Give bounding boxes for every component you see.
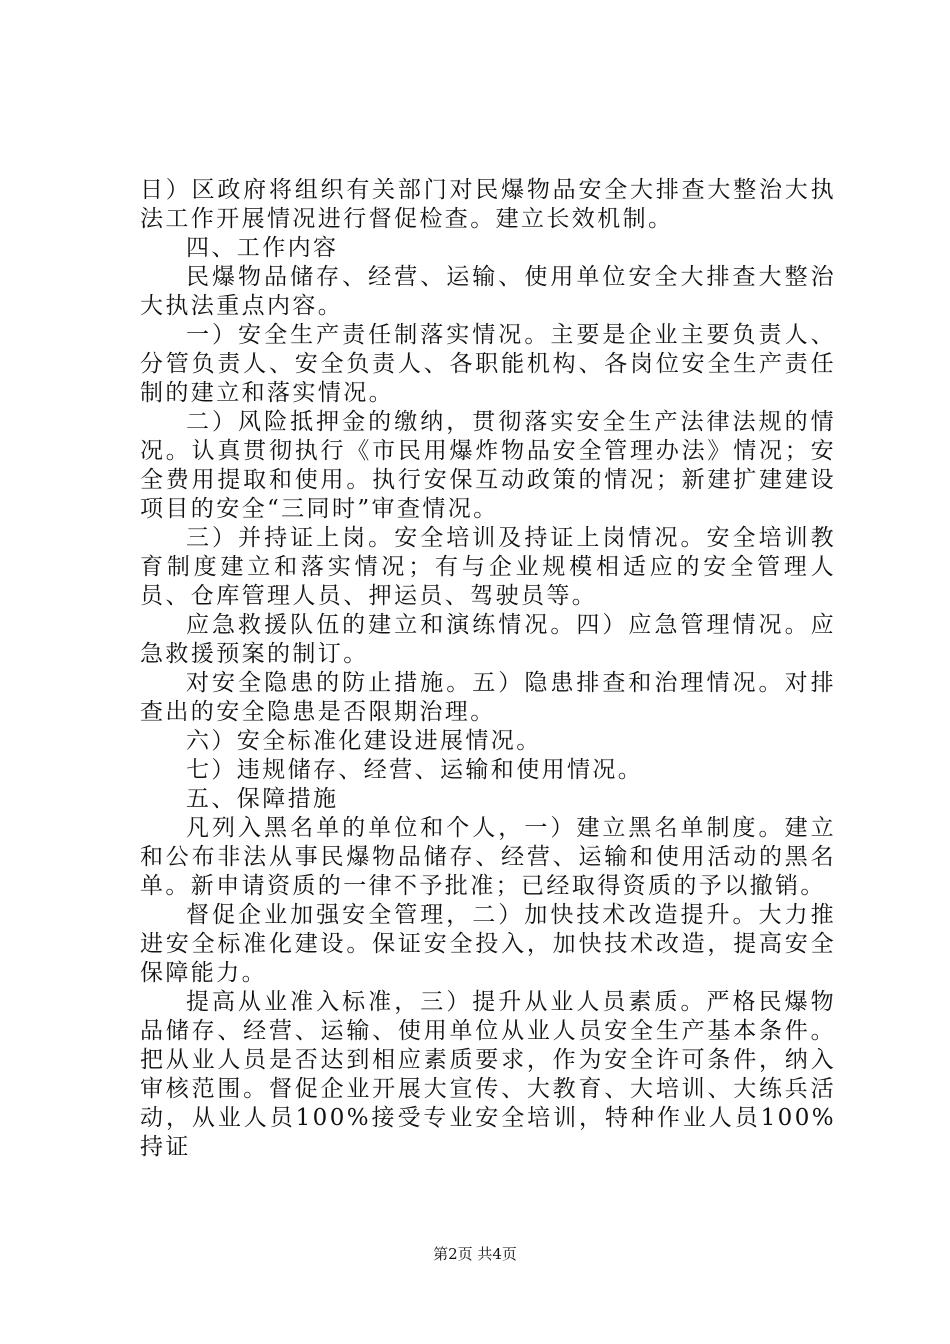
paragraph: 凡列入黑名单的单位和个人，一）建立黑名单制度。建立和公布非法从事民爆物品储存、经营、运输和使用活动的黑名单。新申请资质的一律不予批准；已经取得资质的予以撤销。 [140,815,836,899]
paragraph: 日）区政府将组织有关部门对民爆物品安全大排查大整治大执法工作开展情况进行督促检查。建立长效机制。 [140,177,836,232]
page-footer: 第2页 共4页 [433,1245,517,1263]
paragraph: 三）并持证上岗。安全培训及持证上岗情况。安全培训教育制度建立和落实情况；有与企业规模相适应的安全管理人员、仓库管理人员、押运员、驾驶员等。 [140,525,836,609]
section-heading-work-content: 四、工作内容 [186,235,339,261]
paragraph: 二）风险抵押金的缴纳，贯彻落实安全生产法律法规的情况。认真贯彻执行《市民用爆炸物品安全管理办法》情况；安全费用提取和使用。执行安保互动政策的情况；新建扩建建设项目的安全“三同时”审查情况。 [140,409,836,522]
paragraph: 七）违规储存、经营、运输和使用情况。 [186,757,644,783]
paragraph: 应急救援队伍的建立和演练情况。四）应急管理情况。应急救援预案的制订。 [140,612,836,667]
section-heading-safeguards: 五、保障措施 [186,786,339,812]
paragraph: 六）安全标准化建设进展情况。 [186,728,542,754]
paragraph: 督促企业加强安全管理，二）加快技术改造提升。大力推进安全标准化建设。保证安全投入，加快技术改造，提高安全保障能力。 [140,902,836,986]
paragraph: 一）安全生产责任制落实情况。主要是企业主要负责人、分管负责人、安全负责人、各职能机构、各岗位安全生产责任制的建立和落实情况。 [140,322,836,406]
paragraph: 民爆物品储存、经营、运输、使用单位安全大排查大整治大执法重点内容。 [140,264,836,319]
document-body [140,176,836,1162]
paragraph: 提高从业准入标准，三）提升从业人员素质。严格民爆物品储存、经营、运输、使用单位从业人员安全生产基本条件。把从业人员是否达到相应素质要求，作为安全许可条件，纳入审核范围。督促企业开展大宣传、大教育、大培训、大练兵活动，从业人员100%接受专业安全培训，特种作业人员100%持证 [140,989,836,1160]
paragraph: 对安全隐患的防止措施。五）隐患排查和治理情况。对排查出的安全隐患是否限期治理。 [140,670,836,725]
